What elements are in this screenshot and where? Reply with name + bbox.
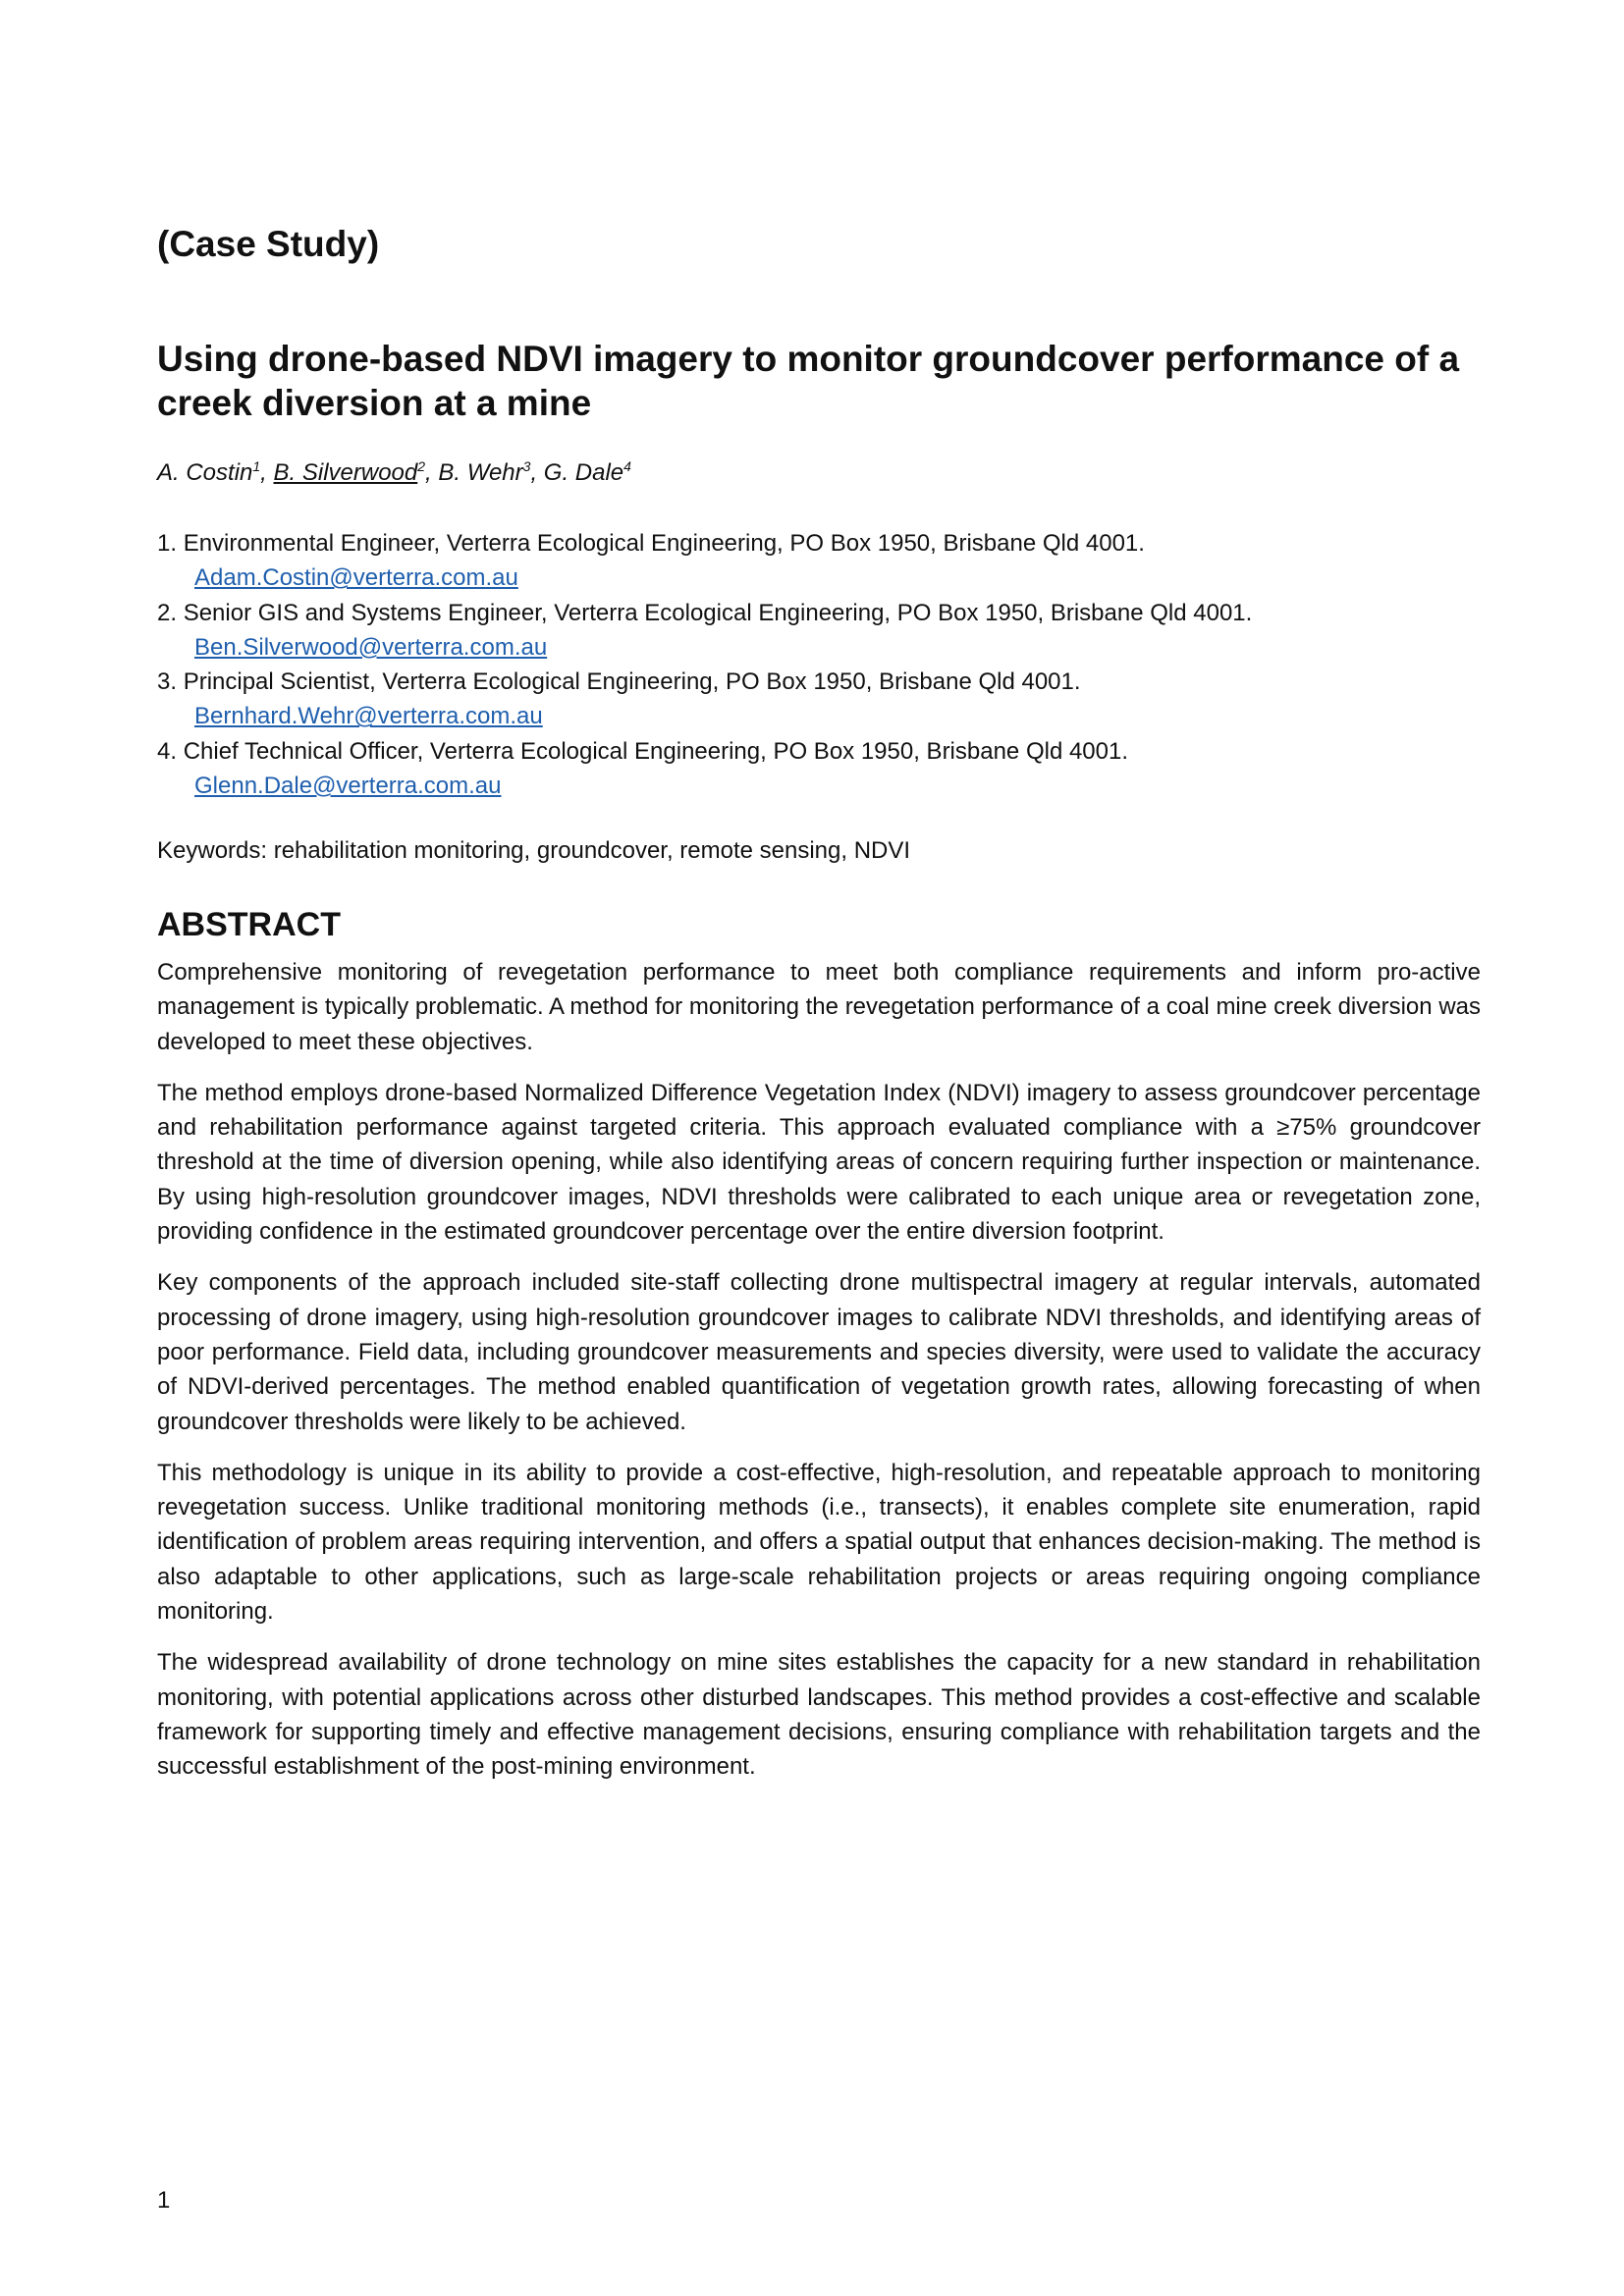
case-study-label: (Case Study) (157, 224, 380, 264)
author: G. Dale$^4$ (543, 458, 631, 486)
abstract-paragraph: Key components of the approach included site-staff collecting drone multispectral imagery at regular intervals, automated processing of drone imagery, using high-resolution groundcover images to calibrate NDVI thresholds, and identifying areas of poor performance. Field data, including groundcover measurements and species diversity, were used to validate the accuracy of NDVI-derived percentages. The method enabled quantification of vegetation growth rates, allowing forecasting of when groundcover thresholds were likely to be achieved. (157, 1269, 1481, 1435)
page-number: 1 (157, 2187, 171, 2214)
abstract-paragraph: Comprehensive monitoring of revegetation performance to meet both compliance requirements and inform pro-active management is typically problematic. A method for monitoring the revegetation performance of a coal mine creek diversion was developed to meet these objectives. (157, 959, 1481, 1055)
affiliation-list (157, 526, 1481, 803)
author: A. Costin$^1$, (157, 458, 274, 486)
paper-title: Using drone-based NDVI imagery to monitor groundcover performance of a creek diversion at a mine (157, 339, 1460, 423)
affiliation-item: 1. Environmental Engineer, Verterra Ecological Engineering, PO Box 1950, Brisbane Qld 4001. Adam.Costin@verterra.com.au (157, 530, 1145, 592)
affiliation-item: 3. Principal Scientist, Verterra Ecological Engineering, PO Box 1950, Brisbane Qld 4001. Bernhard.Wehr@verterra.com.au (157, 668, 1081, 730)
keywords: Keywords: rehabilitation monitoring, groundcover, remote sensing, NDVI (157, 837, 911, 864)
author: B. Silverwood$^2$, (273, 458, 439, 486)
abstract-body (157, 955, 1481, 1801)
abstract-paragraph: The widespread availability of drone technology on mine sites establishes the capacity for a new standard in rehabilitation monitoring, with potential applications across other disturbed landscapes. This method provides a cost-effective and scalable framework for supporting timely and effective management decisions, ensuring compliance with rehabilitation targets and the successful establishment of the post-mining environment. (157, 1649, 1481, 1781)
email-link[interactable]: Bernhard.Wehr@verterra.com.au (194, 703, 543, 730)
affiliation-item: 4. Chief Technical Officer, Verterra Ecological Engineering, PO Box 1950, Brisbane Qld 4001. Glenn.Dale@verterra.com.au (157, 737, 1129, 800)
abstract-paragraph: The method employs drone-based Normalized Difference Vegetation Index (NDVI) imagery to assess groundcover percentage and rehabilitation performance against targeted criteria. This approach evaluated compliance with a ≥75% groundcover threshold at the time of diversion opening, while also identifying areas of concern requiring further inspection or maintenance. By using high-resolution groundcover images, NDVI thresholds were calibrated to each unique area or revegetation zone, providing confidence in the estimated groundcover percentage over the entire diversion footprint. (157, 1079, 1481, 1246)
presenting-author: B. Silverwood (273, 459, 418, 486)
affiliation-item: 2. Senior GIS and Systems Engineer, Verterra Ecological Engineering, PO Box 1950, Brisbane Qld 4001. Ben.Silverwood@verterra.com.au (157, 599, 1253, 661)
email-link[interactable]: Adam.Costin@verterra.com.au (194, 564, 518, 592)
email-link[interactable]: Ben.Silverwood@verterra.com.au (194, 633, 548, 661)
author: B. Wehr$^3$, (438, 458, 544, 486)
email-link[interactable]: Glenn.Dale@verterra.com.au (194, 773, 502, 800)
author-list (157, 458, 631, 487)
abstract-paragraph: This methodology is unique in its ability to provide a cost-effective, high-resolution, and repeatable approach to monitoring revegetation success. Unlike traditional monitoring methods (i.e., transects), it enables complete site enumeration, rapid identification of problem areas requiring intervention, and offers a spatial output that enhances decision-making. The method is also adaptable to other applications, such as large-scale rehabilitation projects or areas requiring ongoing compliance monitoring. (157, 1459, 1481, 1626)
abstract-heading: ABSTRACT (157, 906, 341, 943)
